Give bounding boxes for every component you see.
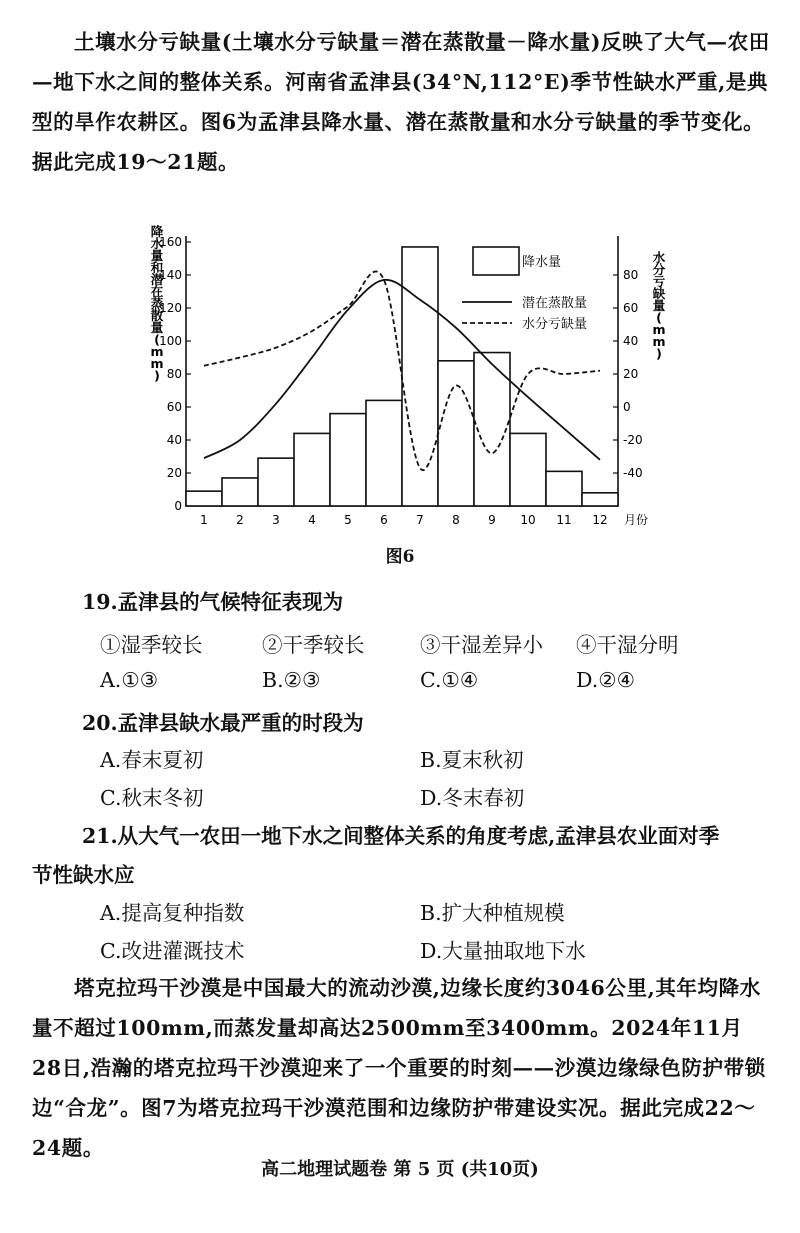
left-tick-label: 100 — [159, 334, 182, 348]
figure-caption: 图6 — [385, 547, 415, 567]
right-tick-label: 20 — [623, 367, 639, 381]
right-tick-label: -20 — [623, 433, 643, 447]
precip-bar — [294, 433, 330, 506]
right-axis-title: 水分亏缺量( m m ) — [652, 250, 666, 361]
left-tick-label: 0 — [174, 499, 182, 513]
q21-option-c: C.改进灌溉技术 — [100, 939, 245, 963]
q19-option-d: D.②④ — [576, 668, 635, 692]
q19-stem: 19.孟津县的气候特征表现为 — [82, 590, 344, 614]
precip-bar — [402, 247, 438, 506]
q19-item-4: ④干湿分明 — [576, 633, 679, 657]
x-tick-label: 1 — [200, 513, 208, 527]
q19-item-1: ①湿季较长 — [100, 633, 203, 657]
q19-option-a: A.①③ — [100, 668, 159, 692]
precip-bar — [582, 493, 618, 506]
q21-option-d: D.大量抽取地下水 — [420, 939, 586, 963]
q19-option-b: B.②③ — [262, 668, 321, 692]
precip-bar — [366, 400, 402, 506]
q20-option-d: D.冬末春初 — [420, 786, 525, 810]
x-tick-label: 12 — [592, 513, 608, 527]
legend-bar-swatch — [473, 247, 519, 275]
legend-pet: 潜在蒸散量 — [522, 296, 588, 311]
right-tick-label: 60 — [623, 301, 639, 315]
x-tick-label: 6 — [380, 513, 388, 527]
q21-option-a: A.提高复种指数 — [100, 901, 245, 925]
left-tick-label: 80 — [166, 367, 182, 381]
q20-option-a: A.春末夏初 — [100, 748, 204, 772]
q19-option-c: C.①④ — [420, 668, 479, 692]
x-tick-label: 9 — [488, 513, 496, 527]
x-tick-label: 11 — [556, 513, 572, 527]
right-tick-label: 40 — [623, 334, 639, 348]
left-tick-label: 20 — [166, 466, 182, 480]
left-tick-label: 60 — [166, 400, 182, 414]
page-footer: 高二地理试题卷 第 5 页 (共10页) — [261, 1159, 539, 1180]
passage2-paragraph: 塔克拉玛干沙漠是中国最大的流动沙漠,边缘长度约3046公里,其年均降水量不超过100mm,而蒸发量却高达2500mm至3400mm。2024年11月28日,浩瀚的塔克拉玛干沙漠迎来了一个重要的时刻——沙漠边缘绿色防护带锁边“合龙”。图7为塔克拉玛干沙漠范围和边缘防护带建设实况。据此完成22～24题。 — [32, 976, 766, 1160]
x-unit-label: 月份 — [624, 513, 649, 527]
precip-bar — [546, 471, 582, 506]
precip-bar — [186, 491, 222, 506]
left-tick-label: 40 — [166, 433, 182, 447]
legend-deficit: 水分亏缺量 — [522, 317, 588, 332]
legend-precip: 降水量 — [522, 255, 562, 270]
right-tick-label: 0 — [623, 400, 631, 414]
x-tick-label: 2 — [236, 513, 244, 527]
q20-stem: 20.孟津县缺水最严重的时段为 — [82, 711, 364, 735]
intro-paragraph: 土壤水分亏缺量(土壤水分亏缺量＝潜在蒸散量－降水量)反映了大气—农田—地下水之间的整体关系。河南省孟津县(34°N,112°E)季节性缺水严重,是典型的旱作农耕区。图6为孟津县降水量、潜在蒸散量和水分亏缺量的季节变化。据此完成19～21题。 — [32, 30, 770, 174]
right-tick-label: 80 — [623, 268, 639, 282]
q20-option-c: C.秋末冬初 — [100, 786, 204, 810]
x-tick-label: 4 — [308, 513, 316, 527]
q19-item-2: ②干季较长 — [262, 633, 365, 657]
climate-chart — [150, 222, 670, 532]
precip-bar — [258, 458, 294, 506]
x-tick-label: 10 — [520, 513, 536, 527]
left-tick-label: 120 — [159, 301, 182, 315]
x-tick-label: 5 — [344, 513, 352, 527]
x-tick-label: 3 — [272, 513, 280, 527]
precip-bar — [438, 361, 474, 506]
left-axis-title: 降水量和潜在蒸散量( m m ) — [150, 224, 164, 383]
x-tick-label: 7 — [416, 513, 424, 527]
q21-option-b: B.扩大种植规模 — [420, 901, 565, 925]
x-tick-label: 8 — [452, 513, 460, 527]
q21-stem-line2: 节性缺水应 — [32, 863, 135, 887]
precip-bar — [330, 414, 366, 506]
right-tick-label: -40 — [623, 466, 643, 480]
left-tick-label: 160 — [159, 235, 182, 249]
q19-item-3: ③干湿差异小 — [420, 633, 543, 657]
figure-6 — [150, 222, 670, 532]
q21-stem-line1: 21.从大气一农田一地下水之间整体关系的角度考虑,孟津县农业面对季 — [82, 824, 720, 848]
precip-bar — [510, 433, 546, 506]
q20-option-b: B.夏末秋初 — [420, 748, 524, 772]
left-tick-label: 140 — [159, 268, 182, 282]
precip-bar — [222, 478, 258, 506]
